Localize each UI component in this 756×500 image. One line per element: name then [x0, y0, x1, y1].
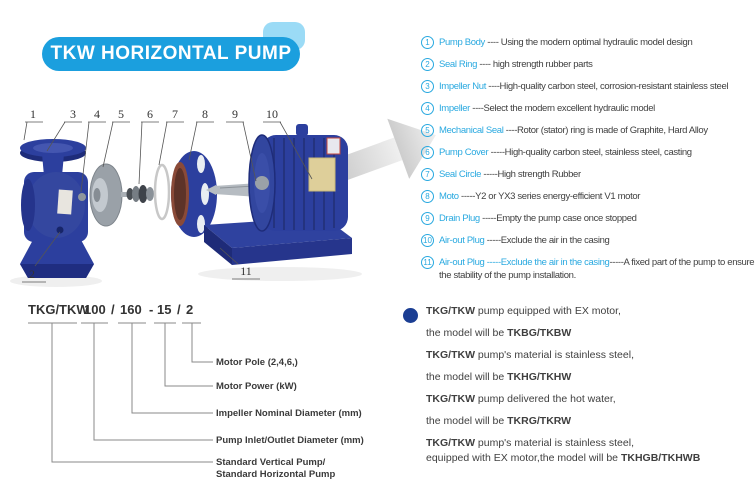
model-code-segments — [28, 302, 193, 317]
parts-list-item — [421, 58, 756, 71]
part-desc: -----High strength Rubber — [481, 169, 581, 180]
item-number-badge: 9 — [421, 212, 434, 225]
lifting-lug — [296, 124, 308, 136]
callout-number: 3 — [70, 107, 76, 121]
parts-list-item — [421, 102, 756, 115]
model-slash: / — [177, 302, 181, 317]
model-dash: - — [149, 302, 154, 317]
impeller — [90, 164, 129, 226]
model-slash: / — [111, 302, 115, 317]
parts-list-item — [421, 212, 756, 225]
callout-number: 7 — [172, 107, 178, 121]
item-text — [439, 102, 655, 115]
impeller-nut — [78, 193, 86, 201]
parts-list-item — [421, 168, 756, 181]
callout-number: 9 — [232, 107, 238, 121]
variant-line — [426, 393, 751, 406]
motor-sticker — [327, 138, 340, 154]
callout-number: 8 — [202, 107, 208, 121]
variant-line — [426, 327, 751, 340]
variant-line — [426, 452, 751, 465]
part-desc: ----Rotor (stator) ring is made of Graphite, Hard Alloy — [503, 125, 708, 136]
label-inlet-outlet-diameter: Pump Inlet/Outlet Diameter (mm) — [216, 435, 364, 446]
parts-list-item — [421, 80, 756, 93]
label-pump-type-2: Standard Horizontal Pump — [216, 469, 336, 480]
motor — [249, 124, 348, 231]
variant-text: pump's material is stainless steel, — [475, 437, 634, 449]
item-number-badge: 11 — [421, 256, 434, 269]
variant-bold: TKG/TKW — [426, 437, 475, 449]
part-desc: -----High-quality carbon steel, stainless steel, casting — [488, 147, 692, 158]
item-number-badge: 5 — [421, 124, 434, 137]
variant-text: the model will be — [426, 327, 508, 339]
variant-bold: TKG/TKW — [426, 393, 475, 405]
motor-shadow — [198, 267, 362, 281]
parts-list-item — [421, 256, 756, 282]
item-text — [439, 124, 708, 137]
item-number-badge: 1 — [421, 36, 434, 49]
item-number-badge: 10 — [421, 234, 434, 247]
body-label-sticker — [57, 190, 73, 215]
part-desc: ---- high strength rubber parts — [477, 59, 593, 70]
variant-lines — [426, 305, 751, 465]
variant-text: pump delivered the hot water, — [475, 393, 616, 405]
callout-number: 10 — [266, 107, 278, 121]
parts-list-item — [421, 146, 756, 159]
bullet-circle-icon — [403, 308, 418, 323]
variant-text: pump equipped with EX motor, — [475, 305, 621, 317]
variant-line — [426, 437, 751, 450]
model-inlet: 100 — [84, 302, 106, 317]
callout-number: 11 — [240, 264, 252, 278]
variant-bold: TKG/TKW — [426, 349, 475, 361]
callout-number: 1 — [30, 107, 36, 121]
variant-model: TKHG/TKHW — [507, 371, 572, 383]
part-name: Air-out Plug -----Exclude the air in the casing — [439, 257, 610, 268]
model-code-diagram — [20, 298, 380, 488]
part-name: Seal Circle — [439, 169, 482, 180]
item-text — [439, 234, 609, 247]
top-callouts — [30, 107, 278, 121]
model-series: TKG/TKW — [28, 302, 89, 317]
item-number-badge: 3 — [421, 80, 434, 93]
part-name: Drain Plug — [439, 213, 480, 224]
variant-model: TKRG/TKRW — [507, 415, 572, 427]
model-leader-lines — [28, 323, 213, 462]
item-text — [439, 36, 692, 49]
exploded-pump-diagram — [8, 80, 458, 295]
motor-nameplate — [309, 158, 335, 191]
parts-list — [421, 36, 756, 291]
label-motor-power: Motor Power (kW) — [216, 381, 297, 392]
variant-model: TKHGB/TKHWB — [620, 452, 701, 464]
variant-line — [426, 349, 751, 362]
model-pole: 2 — [186, 302, 194, 317]
item-text — [439, 58, 593, 71]
page-title: TKW HORIZONTAL PUMP — [50, 43, 292, 64]
pump-body — [20, 139, 94, 278]
model-power: 15 — [157, 302, 172, 317]
item-number-badge: 7 — [421, 168, 434, 181]
label-pump-type-1: Standard Vertical Pump/ — [216, 457, 326, 468]
label-impeller-diameter: Impeller Nominal Diameter (mm) — [216, 408, 362, 419]
seal-circle-oring — [155, 165, 169, 219]
part-name: Moto — [439, 191, 459, 202]
variant-line — [426, 371, 751, 384]
variant-line — [426, 415, 751, 428]
part-name: Mechanical Seal — [439, 125, 504, 136]
part-name: Air-out Plug — [439, 235, 485, 246]
parts-list-item — [421, 124, 756, 137]
item-text — [439, 256, 755, 282]
variant-text: the model will be — [426, 415, 508, 427]
callout-number: 2 — [29, 267, 35, 281]
variant-text: equipped with EX motor,the model will be — [426, 452, 621, 464]
variant-model: TKBG/TKBW — [507, 327, 572, 339]
item-text — [439, 80, 728, 93]
parts-list-item — [421, 234, 756, 247]
parts-list-item — [421, 36, 756, 49]
item-text — [439, 168, 581, 181]
part-desc: -----A fixed part of the pump to ensure the stability of the pump installation. — [439, 257, 755, 281]
part-desc: -----Empty the pump case once stopped — [479, 213, 637, 224]
pump-cover — [171, 151, 217, 237]
callout-number: 4 — [94, 107, 100, 121]
part-desc: -----Exclude the air in the casing — [484, 235, 610, 246]
model-impeller: 160 — [120, 302, 142, 317]
page-title-banner — [42, 37, 300, 71]
part-name: Impeller — [439, 103, 470, 114]
item-text — [439, 190, 640, 203]
variant-text: the model will be — [426, 371, 508, 383]
part-name: Impeller Nut — [439, 81, 487, 92]
item-number-badge: 6 — [421, 146, 434, 159]
part-name: Pump Cover — [439, 147, 489, 158]
item-text — [439, 146, 692, 159]
item-number-badge: 2 — [421, 58, 434, 71]
part-name: Seal Ring — [439, 59, 478, 70]
parts-list-item — [421, 190, 756, 203]
variant-text: pump's material is stainless steel, — [475, 349, 634, 361]
part-desc: ----High-quality carbon steel, corrosion-resistant stainless steel — [486, 81, 729, 92]
variant-notes — [401, 305, 751, 474]
model-code-labels — [216, 357, 364, 480]
item-number-badge: 4 — [421, 102, 434, 115]
item-number-badge: 8 — [421, 190, 434, 203]
part-name: Pump Body — [439, 37, 485, 48]
label-motor-pole: Motor Pole (2,4,6,) — [216, 357, 298, 368]
variant-bold: TKG/TKW — [426, 305, 475, 317]
callout-number: 5 — [118, 107, 124, 121]
part-desc: ---- Using the modern optimal hydraulic model design — [484, 37, 693, 48]
item-text — [439, 212, 637, 225]
variant-line — [426, 305, 751, 318]
mechanical-seal — [127, 185, 155, 203]
part-desc: -----Y2 or YX3 series energy-efficient V1 motor — [458, 191, 641, 202]
callout-number: 6 — [147, 107, 153, 121]
part-desc: ----Select the modern excellent hydraulic model — [470, 103, 655, 114]
